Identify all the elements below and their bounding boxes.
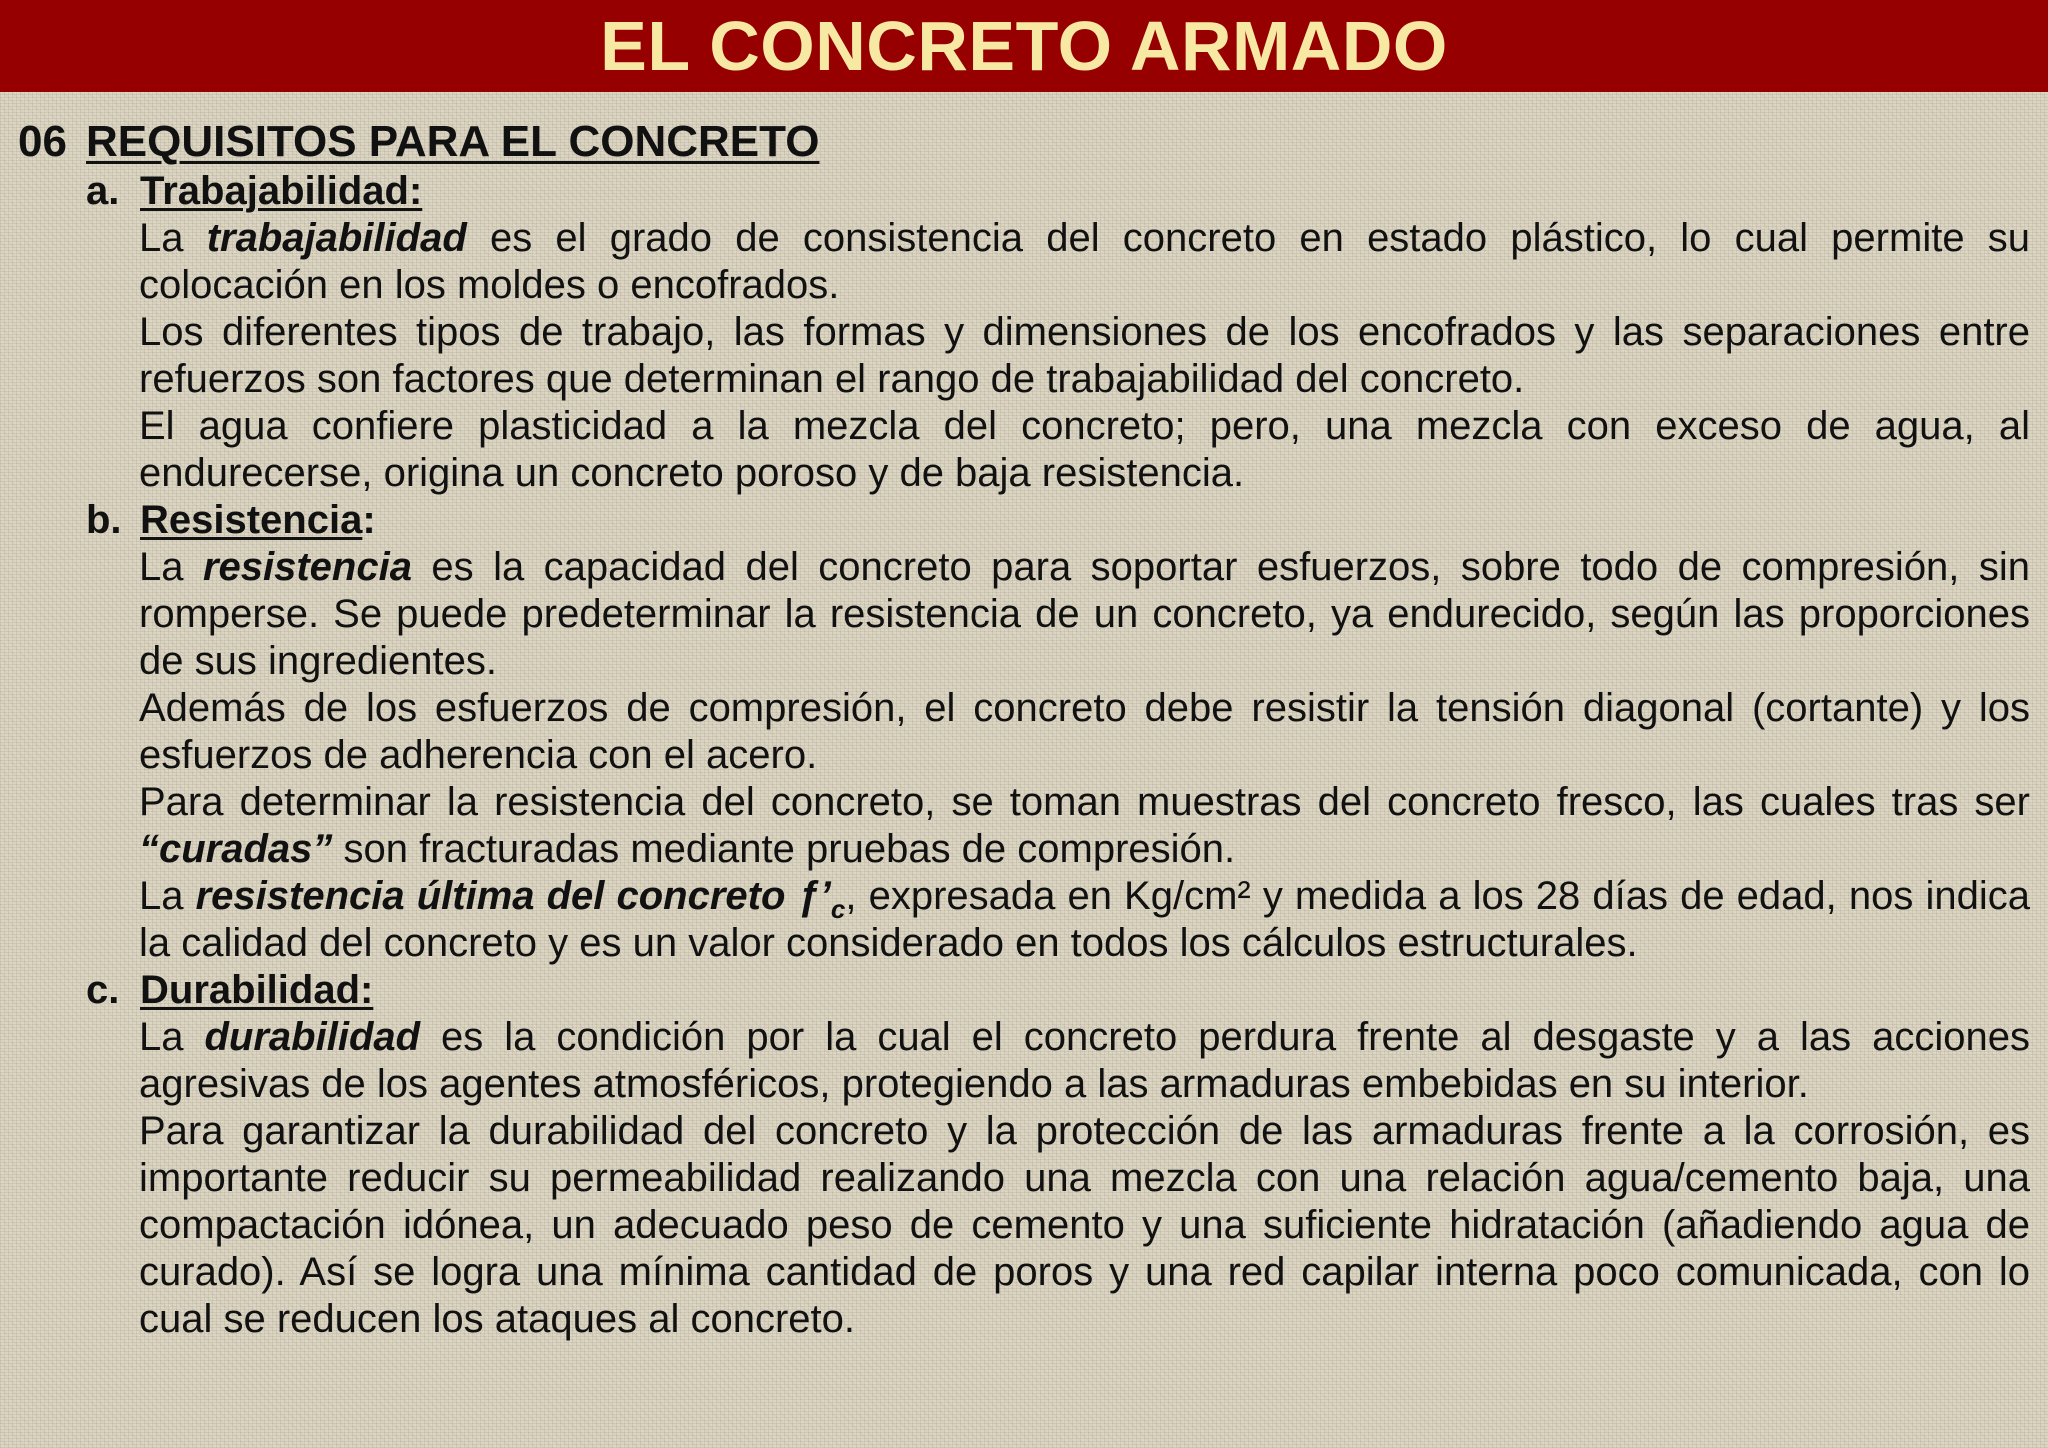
title-bar [0, 0, 2048, 92]
text-run: es la condición por la cual el concreto perdura frente al desgaste y a las acciones agresivas de los agentes atmosféricos, protegiendo a las armaduras embebidas en su interior. [139, 1015, 2031, 1106]
paragraph-resistencia-samples [18, 779, 2030, 873]
section-number: 06 [18, 117, 67, 166]
text-run: es la capacidad del concreto para soportar esfuerzos, sobre todo de compresión, sin romperse. Se puede predeterminar la resistencia de un concreto, ya endurecido, según las proporciones de sus ingredientes. [139, 545, 2030, 683]
term-resistencia: resistencia [202, 545, 412, 589]
section-heading-label: REQUISITOS PARA EL CONCRETO [86, 117, 820, 166]
text-run: Para determinar la resistencia del concreto, se toman muestras del concreto fresco, las cuales tras ser [139, 780, 2030, 824]
paragraph-resistencia-ultima [18, 873, 2030, 967]
item-heading-resistencia [18, 497, 2030, 544]
item-letter: a. [86, 169, 120, 213]
text-run: , expresada en Kg/cm² y medida a los 28 días de edad, nos indica la calidad del concreto y es un valor considerado en todos los cálculos estructurales. [139, 874, 2030, 965]
subscript-c: c [830, 894, 846, 924]
term-trabajabilidad: trabajabilidad [206, 216, 467, 260]
section-requisitos [18, 116, 2030, 1343]
paragraph-resistencia-stresses: Además de los esfuerzos de compresión, el concreto debe resistir la tensión diagonal (cortante) y los esfuerzos de adherencia con el acero. [139, 686, 2030, 777]
term-durabilidad: durabilidad [204, 1015, 421, 1059]
paragraph-trabajabilidad-water: El agua confiere plasticidad a la mezcla del concreto; pero, una mezcla con exceso de agua, al endurecerse, origina un concreto poroso y de baja resistencia. [139, 404, 2030, 495]
term-resistencia-ultima: resistencia última del concreto ƒ’ [195, 874, 831, 918]
item-letter: c. [86, 968, 120, 1012]
section-heading [18, 116, 2030, 168]
text-run: La [139, 545, 203, 589]
item-heading-trabajabilidad [18, 168, 2030, 215]
paragraph-trabajabilidad-definition [18, 215, 2030, 309]
term-curadas: “curadas” [139, 827, 333, 871]
slide-title: EL CONCRETO ARMADO [600, 7, 1448, 85]
text-run: La [139, 1015, 205, 1059]
paragraph-resistencia-definition [18, 544, 2030, 685]
item-letter: b. [86, 498, 122, 542]
paragraph-durabilidad-guarantee: Para garantizar la durabilidad del concreto y la protección de las armaduras frente a la corrosión, es importante reducir su permeabilidad realizando una mezcla con una relación agua/cemento baja, una compactación idónea, un adecuado peso de cemento y una suficiente hidratación (añadiendo agua de curado). Así se logra una mínima cantidad de poros y una red capilar interna poco comunicada, con lo cual se reducen los ataques al concreto. [139, 1109, 2030, 1341]
paragraph-durabilidad-definition [18, 1014, 2030, 1108]
item-heading-label: Trabajabilidad: [140, 169, 423, 213]
item-heading-label: Resistencia [140, 498, 363, 542]
item-heading-colon: : [362, 498, 376, 542]
text-run: es el grado de consistencia del concreto en estado plástico, lo cual permite su colocación en los moldes o encofrados. [139, 216, 2030, 307]
paragraph-trabajabilidad-factors: Los diferentes tipos de trabajo, las formas y dimensiones de los encofrados y las separaciones entre refuerzos son factores que determinan el rango de trabajabilidad del concreto. [139, 310, 2030, 401]
text-run: La [139, 874, 196, 918]
item-heading-durabilidad [18, 967, 2030, 1014]
item-heading-label: Durabilidad: [140, 968, 374, 1012]
text-run: La [139, 216, 207, 260]
text-run: son fracturadas mediante pruebas de compresión. [332, 827, 1236, 871]
